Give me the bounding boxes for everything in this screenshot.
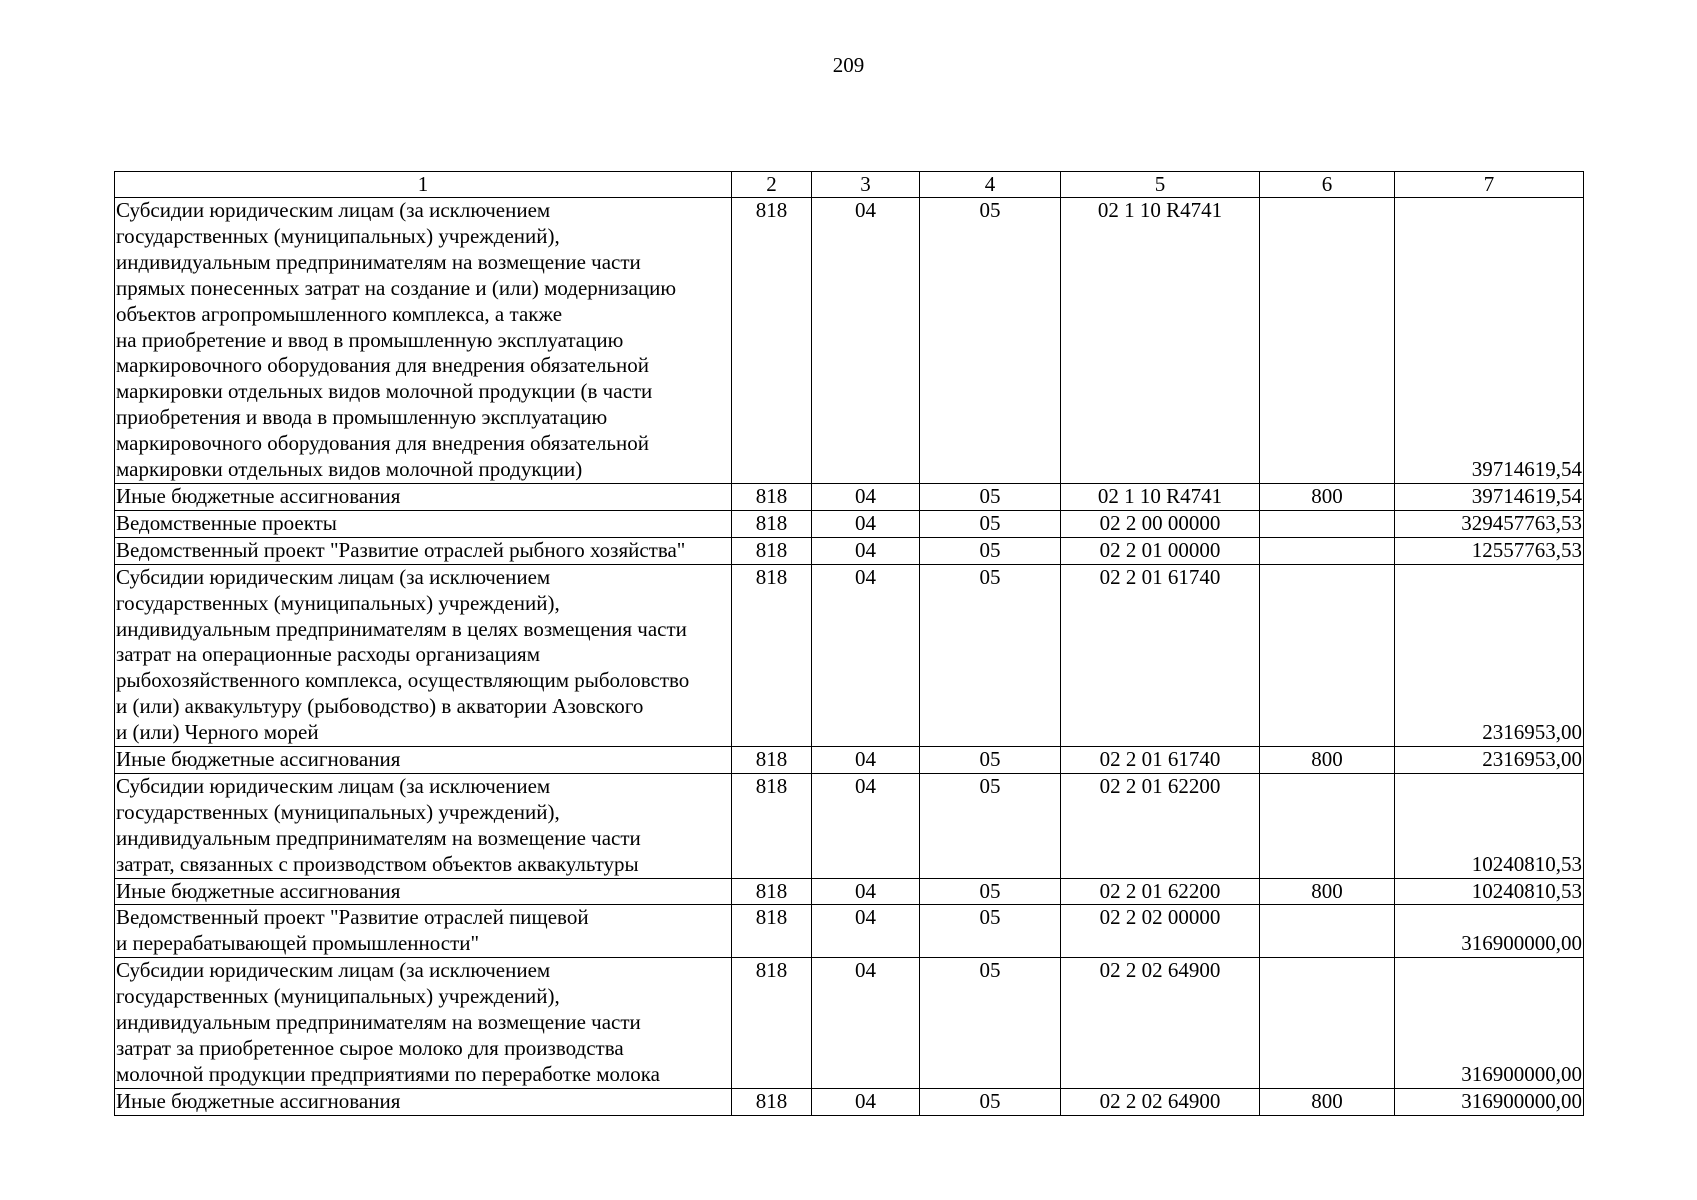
target-article-cell: 02 2 01 00000 [1061, 537, 1260, 564]
item-name-cell: Ведомственные проекты [115, 510, 732, 537]
subsection-code-cell: 05 [920, 905, 1061, 958]
target-article-cell: 02 2 02 00000 [1061, 905, 1260, 958]
item-name-cell: Субсидии юридическим лицам (за исключением государственных (муниципальных) учреждений), индивидуальным предпринимателям в целях возмещения части затрат на операционные расходы организациям рыбохозяйственного комплекса, осуществляющим рыболовство и (или) аквакультуру (рыбоводство) в акватории Азовского и (или) Черного морей [115, 564, 732, 746]
subsection-code-cell: 05 [920, 878, 1061, 905]
grbs-code-cell: 818 [732, 958, 812, 1089]
section-code-cell: 04 [812, 905, 920, 958]
expense-type-cell [1260, 905, 1395, 958]
table-row [115, 537, 1584, 564]
item-name-cell: Субсидии юридическим лицам (за исключением государственных (муниципальных) учреждений), индивидуальным предпринимателям на возмещение части затрат за приобретенное сырое молоко для производства молочной продукции предприятиями по переработке молока [115, 958, 732, 1089]
item-name-cell: Иные бюджетные ассигнования [115, 1088, 732, 1115]
section-code-cell: 04 [812, 483, 920, 510]
table-row [115, 747, 1584, 774]
amount-cell: 329457763,53 [1395, 510, 1584, 537]
table-row [115, 198, 1584, 484]
grbs-code-cell: 818 [732, 747, 812, 774]
item-name-cell: Иные бюджетные ассигнования [115, 747, 732, 774]
amount-cell: 12557763,53 [1395, 537, 1584, 564]
grbs-code-cell: 818 [732, 510, 812, 537]
expense-type-cell: 800 [1260, 483, 1395, 510]
expense-type-cell: 800 [1260, 747, 1395, 774]
subsection-code-cell: 05 [920, 747, 1061, 774]
amount-cell: 39714619,54 [1395, 198, 1584, 484]
item-name-cell: Субсидии юридическим лицам (за исключением государственных (муниципальных) учреждений), индивидуальным предпринимателям на возмещение части прямых понесенных затрат на создание и (или) модернизацию объектов агропромышленного комплекса, а также на приобретение и ввод в промышленную эксплуатацию маркировочного оборудования для внедрения обязательной маркировки отдельных видов молочной продукции (в части приобретения и ввода в промышленную эксплуатацию маркировочного оборудования для внедрения обязательной маркировки отдельных видов молочной продукции) [115, 198, 732, 484]
target-article-cell: 02 2 01 62200 [1061, 773, 1260, 878]
subsection-code-cell: 05 [920, 564, 1061, 746]
amount-cell: 2316953,00 [1395, 564, 1584, 746]
subsection-code-cell: 05 [920, 537, 1061, 564]
section-code-cell: 04 [812, 198, 920, 484]
grbs-code-cell: 818 [732, 773, 812, 878]
amount-cell: 39714619,54 [1395, 483, 1584, 510]
item-name-cell: Ведомственный проект "Развитие отраслей пищевой и перерабатывающей промышленности" [115, 905, 732, 958]
section-code-cell: 04 [812, 1088, 920, 1115]
table-row [115, 958, 1584, 1089]
expense-type-cell [1260, 564, 1395, 746]
table-row [115, 1088, 1584, 1115]
target-article-cell: 02 2 01 61740 [1061, 747, 1260, 774]
amount-cell: 2316953,00 [1395, 747, 1584, 774]
item-name-cell: Субсидии юридическим лицам (за исключением государственных (муниципальных) учреждений), индивидуальным предпринимателям на возмещение части затрат, связанных с производством объектов аквакультуры [115, 773, 732, 878]
column-header: 6 [1260, 172, 1395, 198]
section-code-cell: 04 [812, 958, 920, 1089]
subsection-code-cell: 05 [920, 198, 1061, 484]
grbs-code-cell: 818 [732, 198, 812, 484]
amount-cell: 10240810,53 [1395, 878, 1584, 905]
target-article-cell: 02 2 00 00000 [1061, 510, 1260, 537]
target-article-cell: 02 2 01 61740 [1061, 564, 1260, 746]
table-row [115, 878, 1584, 905]
column-header: 1 [115, 172, 732, 198]
target-article-cell: 02 1 10 R4741 [1061, 483, 1260, 510]
grbs-code-cell: 818 [732, 564, 812, 746]
column-header: 4 [920, 172, 1061, 198]
section-code-cell: 04 [812, 564, 920, 746]
column-header: 2 [732, 172, 812, 198]
grbs-code-cell: 818 [732, 878, 812, 905]
subsection-code-cell: 05 [920, 483, 1061, 510]
expense-type-cell [1260, 958, 1395, 1089]
section-code-cell: 04 [812, 773, 920, 878]
subsection-code-cell: 05 [920, 510, 1061, 537]
table-row [115, 483, 1584, 510]
table-row [115, 773, 1584, 878]
section-code-cell: 04 [812, 878, 920, 905]
header-row [115, 172, 1584, 198]
target-article-cell: 02 2 01 62200 [1061, 878, 1260, 905]
page-number: 209 [832, 53, 865, 77]
table-row [115, 905, 1584, 958]
subsection-code-cell: 05 [920, 773, 1061, 878]
table-row [115, 564, 1584, 746]
expense-type-cell [1260, 537, 1395, 564]
item-name-cell: Ведомственный проект "Развитие отраслей рыбного хозяйства" [115, 537, 732, 564]
table-row [115, 510, 1584, 537]
amount-cell: 316900000,00 [1395, 905, 1584, 958]
item-name-cell: Иные бюджетные ассигнования [115, 878, 732, 905]
subsection-code-cell: 05 [920, 1088, 1061, 1115]
amount-cell: 316900000,00 [1395, 958, 1584, 1089]
budget-table [114, 171, 1584, 1116]
target-article-cell: 02 2 02 64900 [1061, 1088, 1260, 1115]
expense-type-cell [1260, 510, 1395, 537]
expense-type-cell [1260, 773, 1395, 878]
section-code-cell: 04 [812, 510, 920, 537]
expense-type-cell: 800 [1260, 1088, 1395, 1115]
grbs-code-cell: 818 [732, 483, 812, 510]
expense-type-cell: 800 [1260, 878, 1395, 905]
grbs-code-cell: 818 [732, 905, 812, 958]
section-code-cell: 04 [812, 747, 920, 774]
table-body [115, 198, 1584, 1116]
grbs-code-cell: 818 [732, 537, 812, 564]
column-header: 5 [1061, 172, 1260, 198]
item-name-cell: Иные бюджетные ассигнования [115, 483, 732, 510]
subsection-code-cell: 05 [920, 958, 1061, 1089]
column-header: 7 [1395, 172, 1584, 198]
expense-type-cell [1260, 198, 1395, 484]
column-header: 3 [812, 172, 920, 198]
grbs-code-cell: 818 [732, 1088, 812, 1115]
target-article-cell: 02 2 02 64900 [1061, 958, 1260, 1089]
amount-cell: 10240810,53 [1395, 773, 1584, 878]
section-code-cell: 04 [812, 537, 920, 564]
target-article-cell: 02 1 10 R4741 [1061, 198, 1260, 484]
amount-cell: 316900000,00 [1395, 1088, 1584, 1115]
